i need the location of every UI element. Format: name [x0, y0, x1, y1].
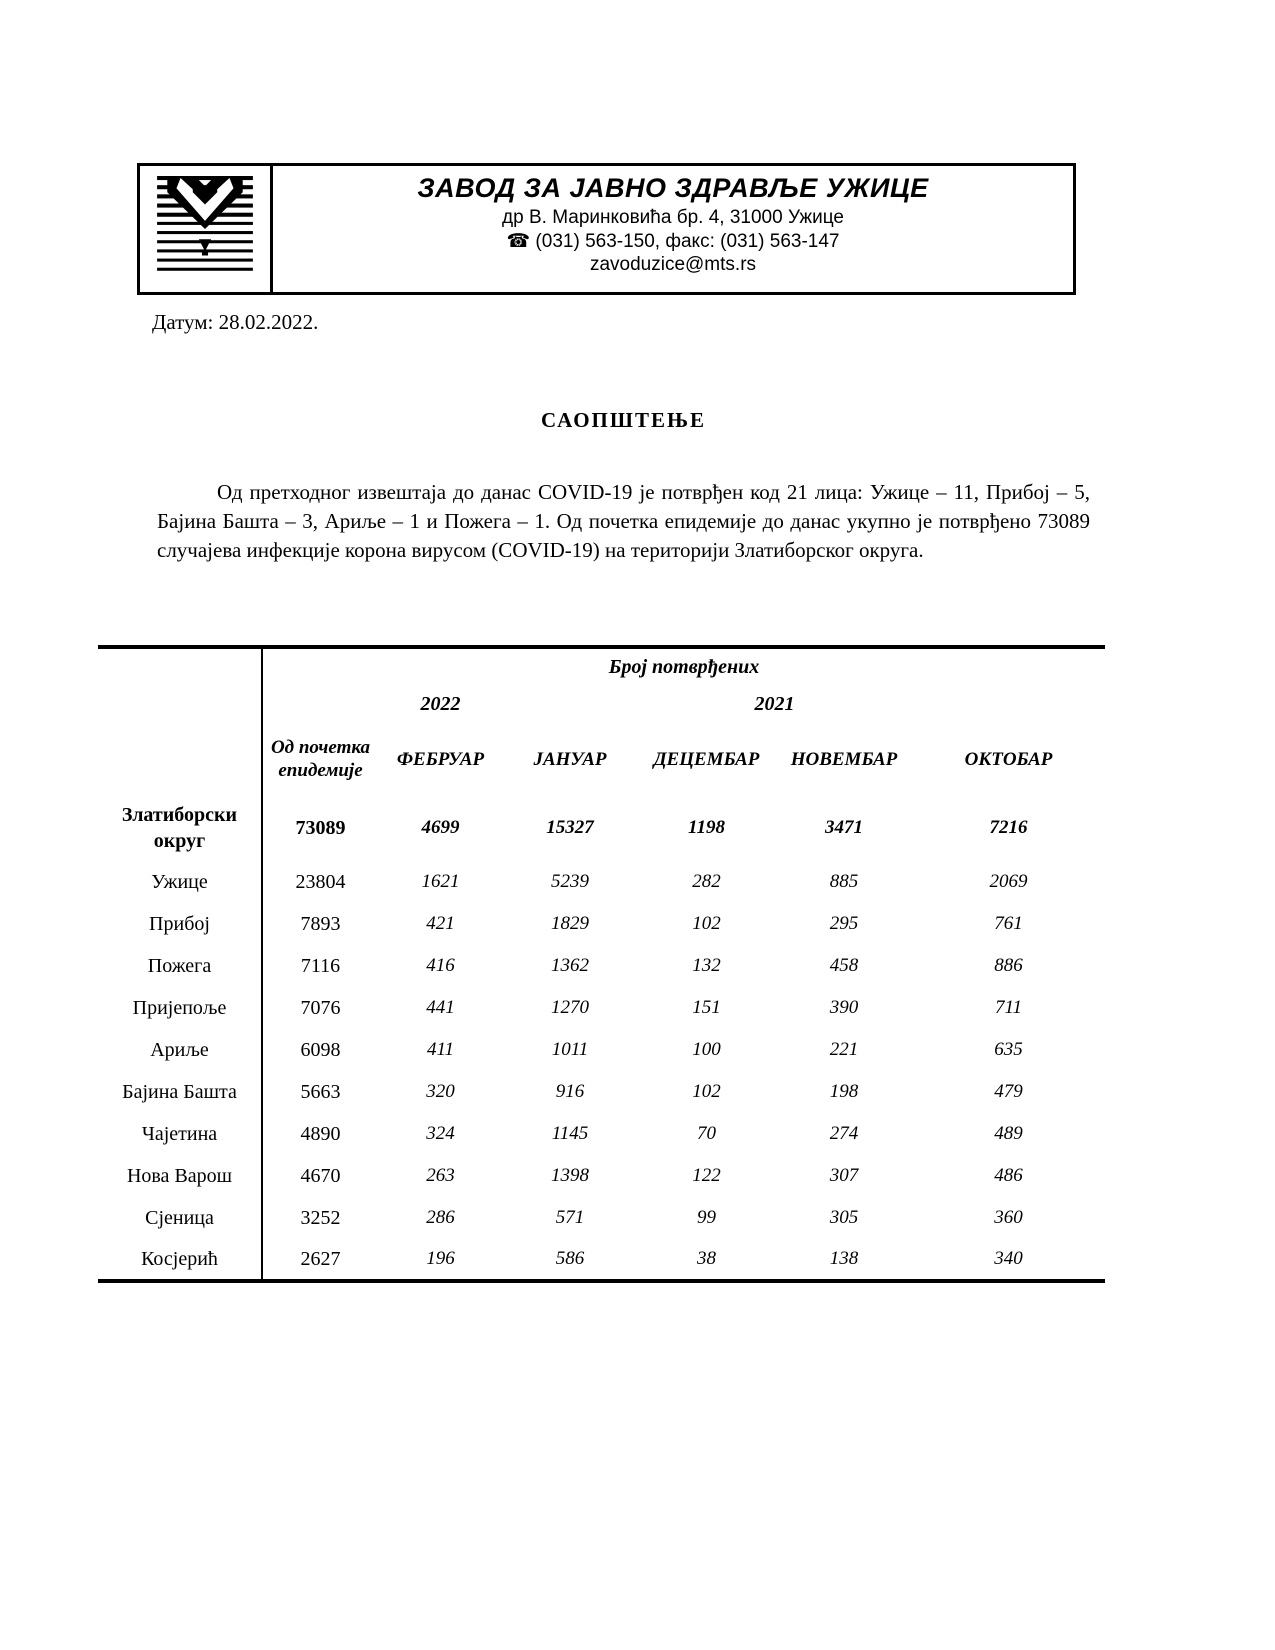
value-month: 198: [829, 1081, 859, 1102]
column-header-row: [98, 723, 1105, 795]
value-month: 885: [829, 871, 859, 892]
col-header-since-start: Од почетка епидемије: [270, 737, 371, 781]
letterhead-box: [137, 163, 1076, 295]
value-since-start: 5663: [300, 1080, 341, 1103]
value-month: 411: [426, 1039, 455, 1060]
year-row-spacer: [98, 685, 262, 723]
value-month: 489: [994, 1123, 1023, 1144]
col-header-december: ДЕЦЕМБАР: [653, 748, 760, 770]
table-row: [98, 861, 1105, 903]
value-since-start: 73089: [295, 816, 346, 839]
value-month: 5239: [551, 871, 589, 892]
value-month: 151: [692, 997, 721, 1018]
value-since-start: 7116: [300, 954, 341, 977]
row-label: Бајина Башта: [98, 1071, 262, 1113]
value-month: 886: [994, 955, 1023, 976]
value-month: 1621: [421, 871, 460, 892]
year-2021: 2021: [754, 692, 795, 715]
value-month: 1829: [551, 913, 589, 934]
value-month: 486: [994, 1165, 1023, 1186]
document-title: САОПШТЕЊЕ: [540, 408, 707, 432]
value-month: 7216: [989, 817, 1028, 838]
row-label: Пожега: [98, 945, 262, 987]
value-month: 305: [829, 1207, 859, 1228]
value-month: 390: [829, 997, 859, 1018]
value-month: 99: [697, 1207, 716, 1228]
value-month: 1398: [551, 1165, 589, 1186]
col-header-october: ОКТОБАР: [964, 748, 1053, 770]
table-row: [98, 1113, 1105, 1155]
value-since-start: 3252: [300, 1206, 341, 1229]
row-label: Златиборски округ: [98, 795, 262, 861]
table-row: [98, 1197, 1105, 1239]
value-month: 307: [829, 1165, 859, 1186]
value-month: 1198: [688, 817, 725, 838]
value-month: 340: [994, 1248, 1023, 1269]
table-row: [98, 945, 1105, 987]
value-month: 132: [692, 955, 721, 976]
value-month: 458: [829, 955, 859, 976]
value-month: 916: [555, 1081, 585, 1102]
value-month: 122: [692, 1165, 721, 1186]
value-month: 138: [829, 1248, 859, 1269]
value-month: 295: [829, 913, 859, 934]
row-label: Пријепоље: [98, 987, 262, 1029]
col-header-february: ФЕБРУАР: [396, 748, 485, 770]
row-label: Ариље: [98, 1029, 262, 1071]
value-month: 635: [994, 1039, 1023, 1060]
value-month: 1270: [551, 997, 589, 1018]
value-month: 324: [426, 1123, 455, 1144]
year-row: [98, 685, 1105, 723]
value-month: 1011: [551, 1039, 589, 1060]
row-label: Косјерић: [98, 1239, 262, 1281]
value-month: 571: [555, 1207, 585, 1228]
table-row: [98, 903, 1105, 945]
year-spacer: [912, 685, 1105, 723]
value-since-start: 4670: [300, 1164, 341, 1187]
value-month: 711: [994, 997, 1023, 1018]
table-row: [98, 1155, 1105, 1197]
value-month: 15327: [546, 817, 594, 838]
value-month: 274: [829, 1123, 859, 1144]
value-month: 441: [426, 997, 455, 1018]
row-label: Сјеница: [98, 1197, 262, 1239]
logo-cell: [140, 166, 273, 292]
value-month: 1362: [551, 955, 589, 976]
year-2022: 2022: [420, 692, 461, 715]
table-row: [98, 987, 1105, 1029]
col-header-november: НОВЕМБАР: [790, 748, 898, 770]
value-month: 3471: [825, 817, 863, 838]
value-month: 102: [692, 913, 721, 934]
caption-row: [98, 647, 1105, 685]
value-since-start: 4890: [300, 1122, 341, 1145]
letterhead-text: [273, 166, 1073, 292]
value-month: 416: [426, 955, 455, 976]
value-month: 282: [692, 871, 721, 892]
row-label: Чајетина: [98, 1113, 262, 1155]
value-since-start: 7893: [300, 912, 341, 935]
value-month: 761: [994, 913, 1023, 934]
col-header-january: ЈАНУАР: [533, 748, 607, 770]
org-address: др В. Маринковића бр. 4, 31000 Ужице: [502, 206, 844, 228]
value-month: 286: [426, 1207, 455, 1228]
value-since-start: 2627: [300, 1247, 341, 1270]
value-month: 102: [692, 1081, 721, 1102]
table-caption: Број потврђених: [608, 655, 760, 678]
value-month: 1145: [551, 1123, 589, 1144]
value-since-start: 6098: [300, 1038, 341, 1061]
value-month: 70: [697, 1123, 716, 1144]
org-email: zavoduzice@mts.rs: [589, 254, 757, 276]
confirmed-cases-table: [98, 645, 1105, 1283]
announcement-paragraph: Од претходног извештаја до данас COVID-19 је потврђен код 21 лица: Ужице – 11, Прибој – 5, Бајина Башта – 3, Ариље – 1 и Пожега – 1. Од почетка епидемије до данас укупно је потврђено 73089 случајева инфекције корона вирусом (COVID-19) на територији Златиборског округа.: [157, 480, 1090, 562]
org-phone-fax: ☎ (031) 563-150, факс: (031) 563-147: [506, 230, 840, 252]
value-month: 263: [426, 1165, 455, 1186]
value-since-start: 23804: [295, 870, 346, 893]
year-spacer: [262, 685, 378, 723]
org-name: ЗАВОД ЗА ЈАВНО ЗДРАВЉЕ УЖИЦЕ: [417, 173, 929, 203]
value-month: 221: [829, 1039, 859, 1060]
value-month: 4699: [421, 817, 460, 838]
header-row-spacer: [98, 723, 262, 795]
value-month: 360: [994, 1207, 1023, 1228]
value-month: 421: [426, 913, 455, 934]
row-label: Ужице: [98, 861, 262, 903]
value-month: 479: [994, 1081, 1023, 1102]
value-month: 320: [426, 1081, 455, 1102]
value-month: 100: [692, 1039, 721, 1060]
year-spacer: [503, 685, 637, 723]
row-label: Нова Варош: [98, 1155, 262, 1197]
table-body: [98, 647, 1105, 1281]
row-label: Прибој: [98, 903, 262, 945]
value-month: 38: [697, 1248, 716, 1269]
caption-row-spacer: [98, 647, 262, 685]
value-month: 586: [555, 1248, 585, 1269]
institute-logo-icon: [154, 176, 256, 282]
date-line: Датум: 28.02.2022.: [152, 310, 319, 334]
table-row: [98, 1029, 1105, 1071]
table-row: [98, 1071, 1105, 1113]
table-row: [98, 795, 1105, 861]
value-since-start: 7076: [300, 996, 341, 1019]
table-row: [98, 1239, 1105, 1281]
value-month: 2069: [989, 871, 1028, 892]
value-month: 196: [426, 1248, 455, 1269]
